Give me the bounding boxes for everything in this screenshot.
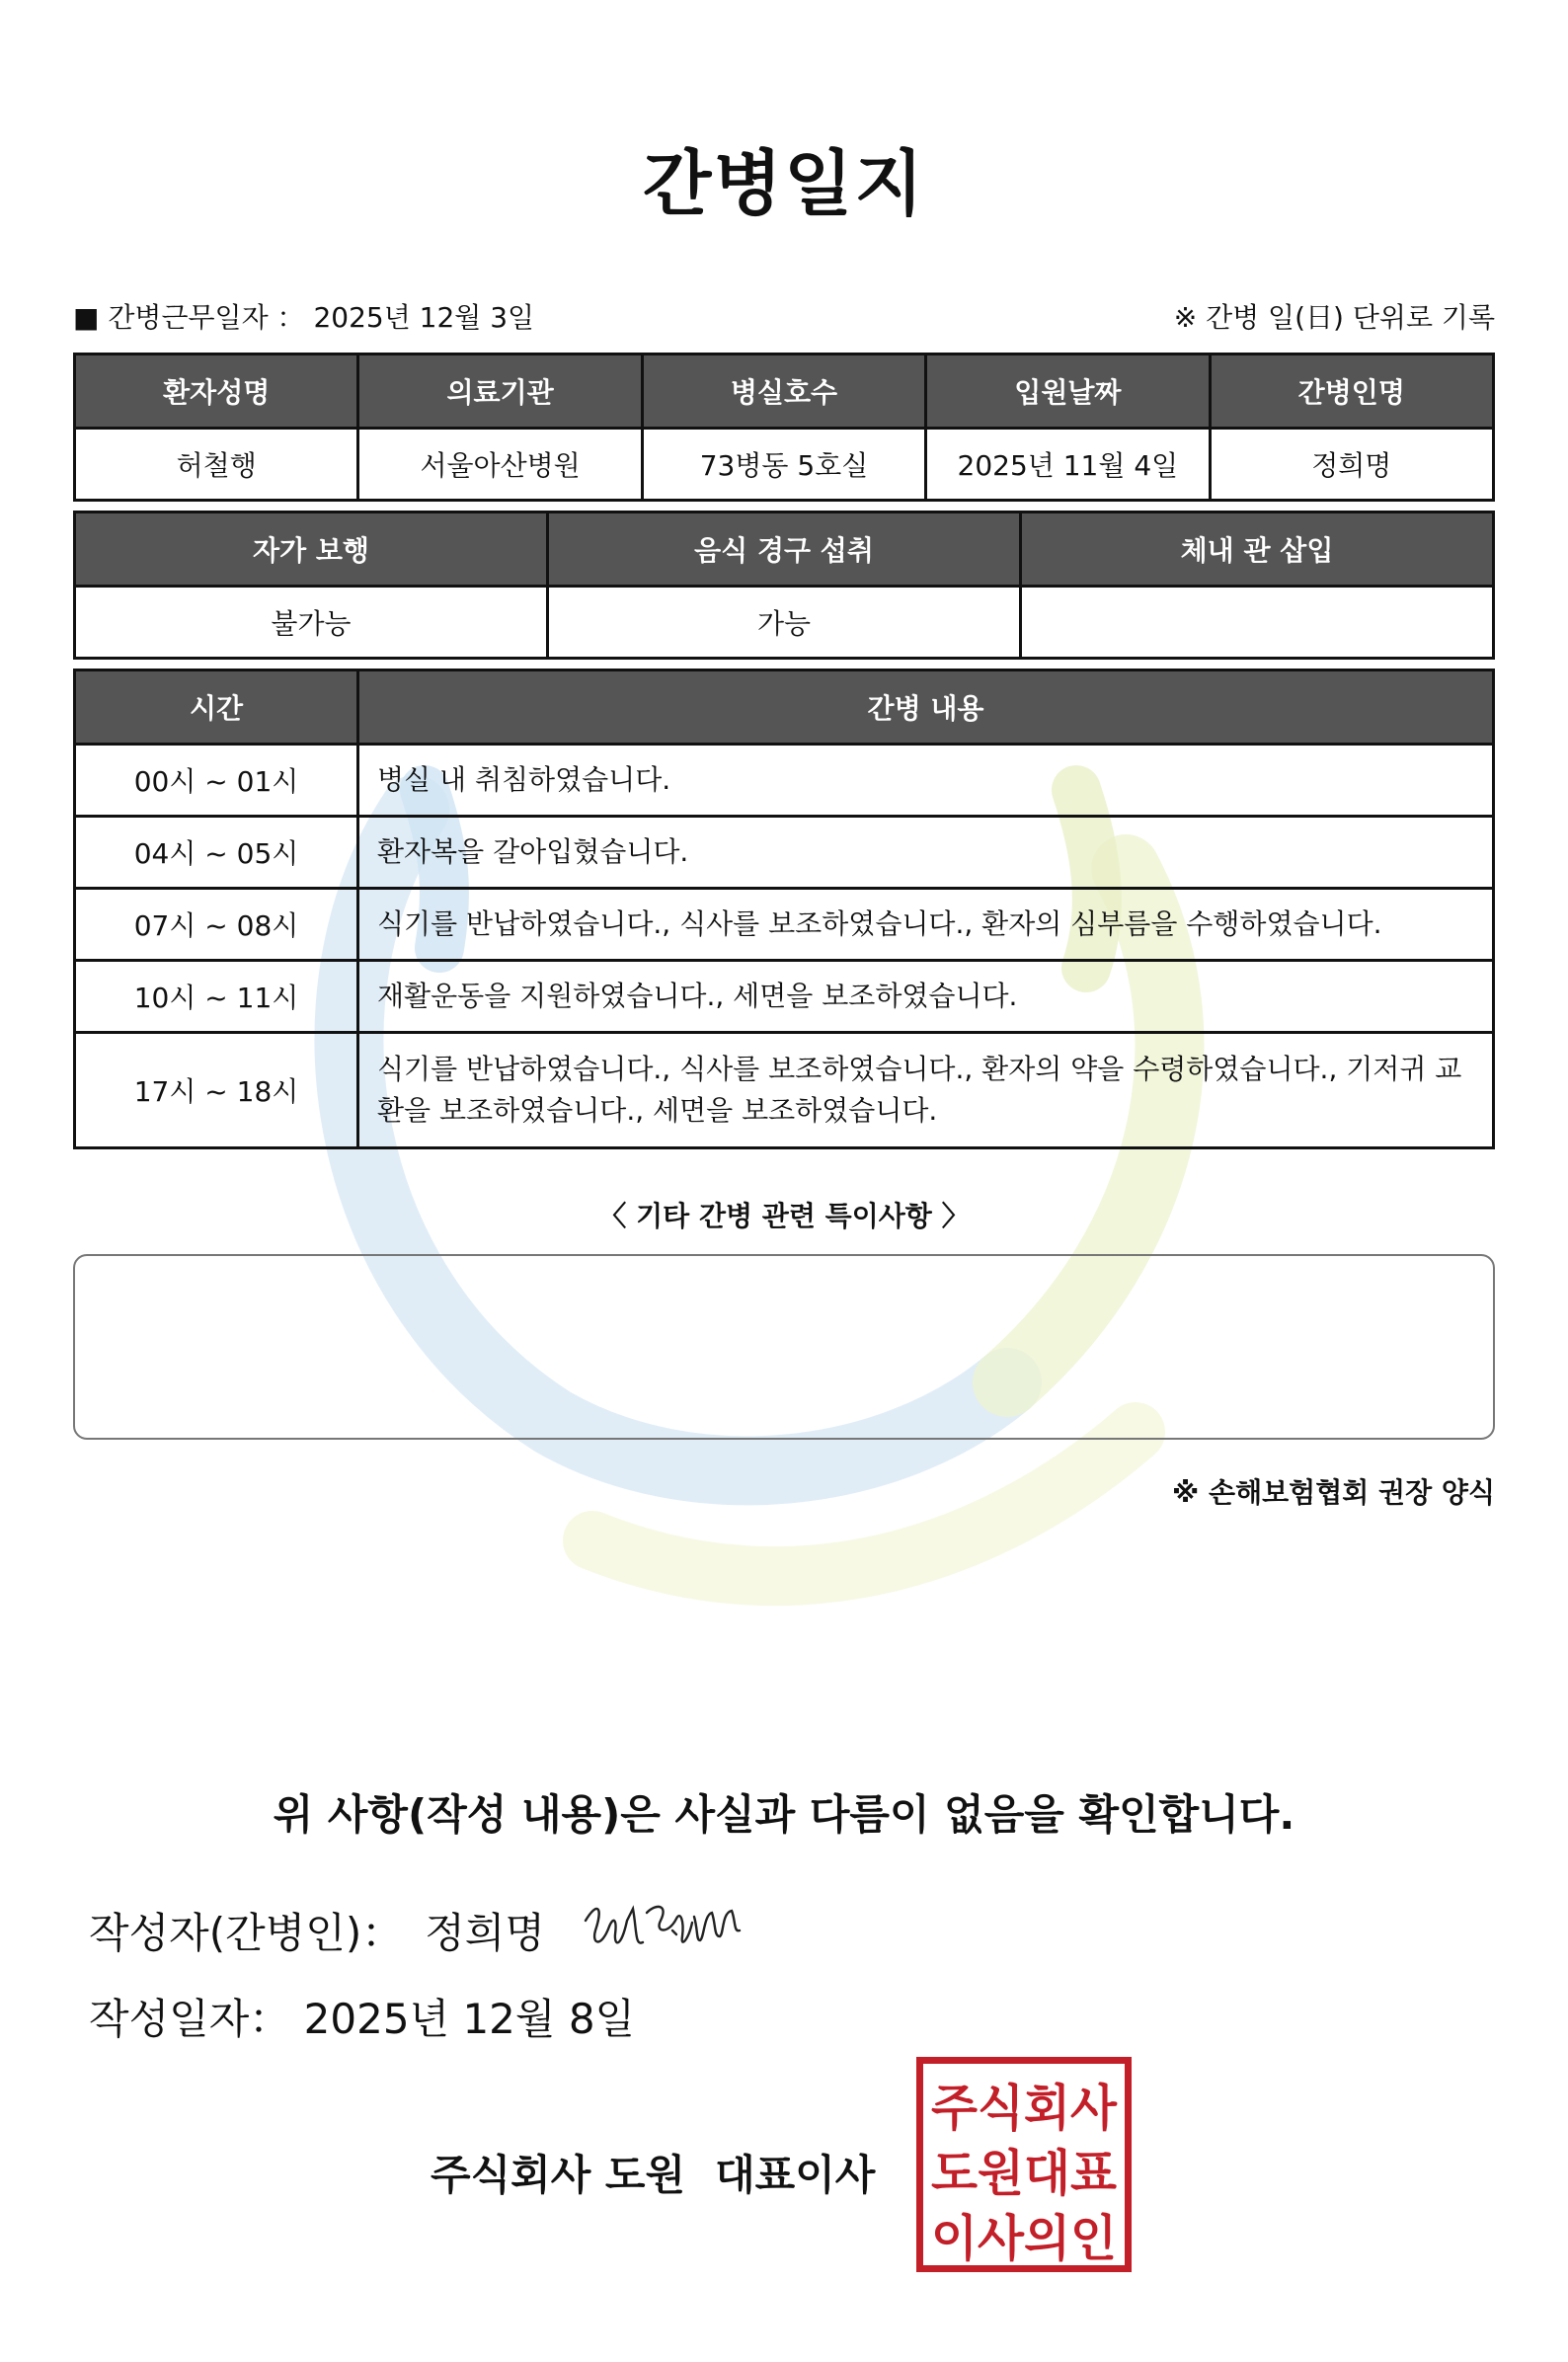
record-note: ※ 간병 일(日) 단위로 기록 bbox=[1173, 301, 1495, 334]
header-time: 시간 bbox=[75, 670, 358, 745]
header-patient-name: 환자성명 bbox=[75, 354, 358, 429]
patient-info-value-row bbox=[75, 429, 1494, 501]
patient-info-header-row bbox=[75, 354, 1494, 429]
header-self-walking: 자가 보행 bbox=[75, 512, 548, 587]
status-header-row bbox=[75, 512, 1494, 587]
document-title: 간병일지 bbox=[642, 142, 926, 225]
log-content: 병실 내 취침하였습니다. bbox=[358, 745, 1494, 817]
header-admission-date: 입원날짜 bbox=[926, 354, 1210, 429]
care-date bbox=[73, 296, 534, 336]
company-name: 주식회사 도원 bbox=[431, 2151, 686, 2199]
seal-graphic bbox=[923, 2064, 1125, 2265]
header-oral-intake: 음식 경구 섭취 bbox=[548, 512, 1021, 587]
log-content: 식기를 반납하였습니다., 식사를 보조하였습니다., 환자의 약을 수령하였습니다., 기저귀 교환을 보조하였습니다., 세면을 보조하였습니다. bbox=[358, 1033, 1494, 1148]
log-content: 재활운동을 지원하였습니다., 세면을 보조하였습니다. bbox=[358, 961, 1494, 1033]
table-row bbox=[75, 961, 1494, 1033]
self-walking-value: 불가능 bbox=[75, 587, 548, 659]
room-number: 73병동 5호실 bbox=[642, 429, 925, 501]
written-date-label: 작성일자： bbox=[89, 1995, 291, 2043]
log-time: 07시 ~ 08시 bbox=[75, 889, 358, 961]
hospital-name: 서울아산병원 bbox=[358, 429, 642, 501]
table-row bbox=[75, 889, 1494, 961]
admission-date: 2025년 11월 4일 bbox=[926, 429, 1210, 501]
patient-status-table bbox=[73, 511, 1495, 660]
header-caregiver: 간병인명 bbox=[1210, 354, 1493, 429]
written-date-line bbox=[89, 1987, 635, 2046]
status-value-row bbox=[75, 587, 1494, 659]
care-date-label: ■ 간병근무일자 ： bbox=[73, 301, 305, 334]
care-date-value: 2025년 12월 3일 bbox=[313, 301, 535, 334]
tube-insertion-value bbox=[1021, 587, 1494, 659]
seal-line-2: 도원대표 bbox=[931, 2145, 1118, 2202]
log-content: 식기를 반납하였습니다., 식사를 보조하였습니다., 환자의 심부름을 수행하였습니다. bbox=[358, 889, 1494, 961]
header-tube-insertion: 체내 관 삽입 bbox=[1021, 512, 1494, 587]
notes-title: 〈 기타 간병 관련 특이사항 〉 bbox=[598, 1200, 970, 1232]
header-hospital: 의료기관 bbox=[358, 354, 642, 429]
care-log-table bbox=[73, 669, 1495, 1149]
format-note: ※ 손해보험협회 권장 양식 bbox=[1172, 1476, 1495, 1509]
handwritten-signature bbox=[578, 1891, 755, 1960]
caregiver-name: 정희명 bbox=[1210, 429, 1493, 501]
writer-line bbox=[89, 1901, 545, 1960]
log-time: 00시 ~ 01시 bbox=[75, 745, 358, 817]
table-row bbox=[75, 745, 1494, 817]
log-time: 10시 ~ 11시 bbox=[75, 961, 358, 1033]
company-seal-stamp bbox=[916, 2057, 1132, 2272]
notes-box bbox=[73, 1254, 1495, 1440]
patient-name: 허철행 bbox=[75, 429, 358, 501]
table-row bbox=[75, 817, 1494, 889]
care-log-header-row bbox=[75, 670, 1494, 745]
company-signature-line bbox=[431, 2143, 875, 2202]
log-time: 17시 ~ 18시 bbox=[75, 1033, 358, 1148]
seal-line-1: 주식회사 bbox=[931, 2080, 1118, 2137]
header-care-content: 간병 내용 bbox=[358, 670, 1494, 745]
patient-info-table bbox=[73, 353, 1495, 502]
log-time: 04시 ~ 05시 bbox=[75, 817, 358, 889]
log-content: 환자복을 갈아입혔습니다. bbox=[358, 817, 1494, 889]
writer-label: 작성자(간병인)： bbox=[89, 1909, 404, 1957]
writer-name: 정희명 bbox=[425, 1909, 545, 1957]
confirmation-statement: 위 사항(작성 내용)은 사실과 다름이 없음을 확인합니다. bbox=[273, 1790, 1295, 1839]
company-title: 대표이사 bbox=[715, 2151, 876, 2199]
seal-line-3: 이사의인 bbox=[931, 2210, 1117, 2265]
header-room: 병실호수 bbox=[642, 354, 925, 429]
oral-intake-value: 가능 bbox=[548, 587, 1021, 659]
written-date-value: 2025년 12월 8일 bbox=[303, 1995, 636, 2043]
table-row bbox=[75, 1033, 1494, 1148]
